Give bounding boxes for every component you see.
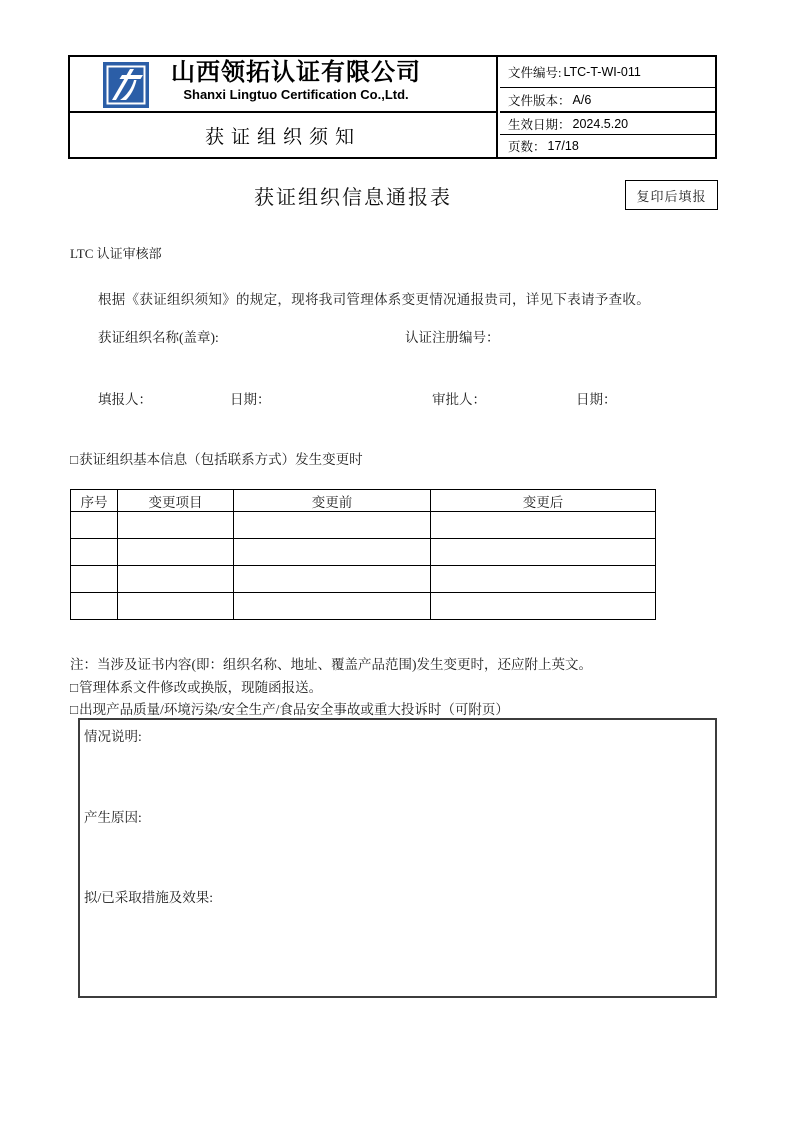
- basic-info-checkbox-icon[interactable]: □: [70, 452, 79, 467]
- intro-paragraph: 根据《获证组织须知》的规定，现将我司管理体系变更情况通报贵司，详见下表请予查收。: [98, 292, 650, 307]
- meta-row-effective-date: [500, 113, 715, 135]
- basic-info-checkbox-label: 获证组织基本信息（包括联系方式）发生变更时: [79, 452, 363, 467]
- change-table-cell[interactable]: [234, 539, 431, 566]
- change-table-cell[interactable]: [431, 539, 656, 566]
- header-company-cell: [70, 57, 496, 113]
- page-number-value: 17/18: [547, 139, 579, 153]
- doc-version-label: 文件版本：: [508, 93, 571, 108]
- change-table-row: [71, 512, 656, 539]
- incident-description-box[interactable]: [78, 718, 717, 998]
- addressee-line: LTC 认证审核部: [70, 246, 162, 261]
- form-title: 获证组织信息通报表: [254, 187, 452, 209]
- header-doc-title: 获证组织须知: [204, 126, 361, 148]
- copy-before-fill-box: 复印后填报: [625, 180, 718, 210]
- doc-revision-line: [70, 676, 322, 696]
- incident-checkbox-icon[interactable]: □: [70, 702, 79, 717]
- change-table-header-row: [71, 490, 656, 512]
- company-name-en: Shanxi Lingtuo Certification Co.,Ltd.: [183, 87, 409, 102]
- change-table-row: [71, 566, 656, 593]
- doc-number-label: 文件编号:: [508, 66, 562, 80]
- doc-number-value: LTC-T-WI-011: [563, 65, 641, 79]
- meta-row-doc-number: [500, 57, 715, 88]
- company-name-block: [140, 59, 452, 103]
- change-table-cell[interactable]: [118, 512, 234, 539]
- change-table: [70, 489, 656, 620]
- change-table-row: [71, 539, 656, 566]
- org-name-label: 获证组织名称(盖章):: [98, 330, 219, 345]
- incident-checkbox-label: 出现产品质量/环境污染/安全生产/食品安全事故或重大投诉时（可附页）: [79, 702, 509, 717]
- basic-info-change-line: [70, 448, 363, 468]
- cause-label: 产生原因:: [84, 810, 142, 825]
- effective-date-value: 2024.5.20: [572, 116, 629, 131]
- change-table-cell[interactable]: [71, 512, 118, 539]
- change-table-cell[interactable]: [234, 566, 431, 593]
- note-english-required: 注：当涉及证书内容(即：组织名称、地址、覆盖产品范围)发生变更时，还应附上英文。: [70, 657, 592, 672]
- approver-label: 审批人：: [432, 392, 486, 407]
- filler-label: 填报人：: [98, 392, 152, 407]
- situation-label: 情况说明:: [84, 729, 142, 744]
- fill-date-label: 日期：: [230, 392, 271, 407]
- incident-line: [70, 698, 509, 718]
- reg-no-label: 认证注册编号：: [405, 330, 500, 345]
- change-table-cell[interactable]: [431, 566, 656, 593]
- col-header-before: 变更前: [234, 490, 431, 512]
- change-table-cell[interactable]: [71, 593, 118, 620]
- measures-label: 拟/已采取措施及效果:: [84, 890, 214, 905]
- header-table: [68, 55, 717, 159]
- effective-date-label: 生效日期：: [508, 117, 571, 132]
- company-name-cn: 山西领拓认证有限公司: [171, 59, 421, 86]
- header-meta-column: [500, 57, 715, 157]
- change-table-cell[interactable]: [431, 512, 656, 539]
- change-table-cell[interactable]: [118, 593, 234, 620]
- doc-revision-checkbox-label: 管理体系文件修改或换版，现随函报送。: [79, 680, 323, 695]
- approve-date-label: 日期：: [576, 392, 617, 407]
- change-table-cell[interactable]: [431, 593, 656, 620]
- header-left-column: [70, 57, 498, 157]
- meta-row-doc-version: [500, 88, 715, 113]
- doc-version-value: A/6: [572, 92, 592, 107]
- col-header-after: 变更后: [431, 490, 656, 512]
- change-table-cell[interactable]: [234, 512, 431, 539]
- change-table-row: [71, 593, 656, 620]
- change-table-cell[interactable]: [118, 539, 234, 566]
- col-header-item: 变更项目: [118, 490, 234, 512]
- doc-revision-checkbox-icon[interactable]: □: [70, 680, 79, 695]
- page-number-label: 页数：: [508, 140, 546, 154]
- change-table-cell[interactable]: [234, 593, 431, 620]
- change-table-cell[interactable]: [71, 566, 118, 593]
- change-table-cell[interactable]: [118, 566, 234, 593]
- col-header-seq: 序号: [71, 490, 118, 512]
- meta-row-page-number: [500, 135, 715, 157]
- change-table-cell[interactable]: [71, 539, 118, 566]
